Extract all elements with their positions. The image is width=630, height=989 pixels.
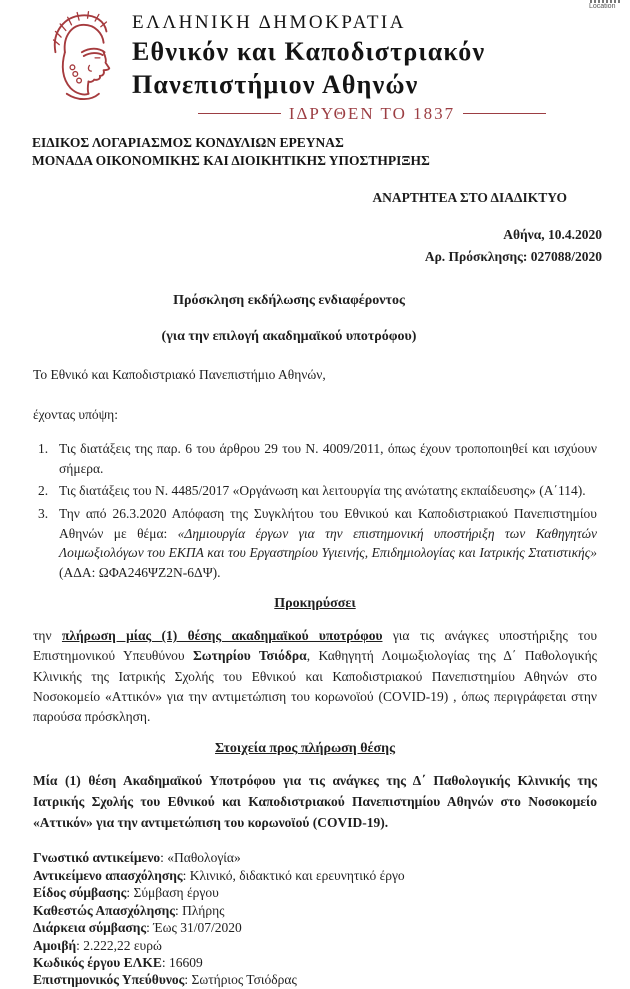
detail-value: Έως 31/07/2020	[153, 920, 242, 936]
protocol-number-line: Αρ. Πρόσκλησης: 027088/2020	[424, 249, 602, 265]
founded-rule-right	[463, 113, 546, 114]
detail-row: Επιστημονικός Υπεύθυνος: Σωτήριος Τσιόδρας	[33, 972, 297, 988]
doc-subtitle: (για την επιλογή ακαδημαϊκού υποτρόφου)	[161, 328, 417, 344]
dept-line-2: ΜΟΝΑΔΑ ΟΙΚΟΝΟΜΙΚΗΣ ΚΑΙ ΔΙΟΙΚΗΤΙΚΗΣ ΥΠΟΣΤΗΡΙΞΗΣ	[32, 153, 430, 168]
place-date-line: Αθήνα, 10.4.2020	[503, 227, 602, 243]
item-number: 3.	[38, 505, 49, 521]
detail-row: Καθεστώς Απασχόλησης: Πλήρης	[33, 902, 225, 918]
decision-subject-italic: «Δημιουργία έργων για την επιστημονική υποστήριξη των Καθηγητών Λοιμωξιολόγων του ΕΚΠΑ και του Εργαστηρίου Υγιεινής, Επιδημιολογίας και Ιατρικής Στατιστικής»	[59, 525, 597, 561]
detail-value: 16609	[169, 955, 203, 971]
legal-item-2	[38, 481, 597, 501]
republic-title: ΕΛΛΗΝΙΚΗ ΔΗΜΟΚΡΑΤΙΑ	[132, 12, 406, 33]
detail-label: Γνωστικό αντικείμενο	[33, 850, 161, 866]
position-phrase-emphasis: πλήρωση μίας (1) θέσης ακαδημαϊκού υποτρόφου	[61, 628, 383, 644]
position-heading: Στοιχεία προς πλήρωση θέσης	[215, 741, 395, 757]
athena-emblem-icon	[46, 8, 114, 104]
announce-paragraph: την πλήρωση μίας (1) θέσης ακαδημαϊκού υποτρόφου για τις ανάγκες υποστήριξης του Επιστημονικού Υπευθύνου Σωτηρίου Τσιόδρα, Καθηγητή Λοιμωξιολογίας της Δ΄ Παθολογικής Κλινικής της Ιατρικής Σχολής του Εθνικού και Καποδιστριακού Πανεπιστημίου Αθηνών στο Νοσοκομείο «Αττικόν» για την αντιμετώπιση του κορωνοϊού (COVID-19) , όπως περιγράφεται στην παρούσα πρόσκληση.	[33, 628, 598, 725]
legal-item-1	[38, 439, 597, 478]
web-posting-label: ΑΝΑΡΤΗΤΕΑ ΣΤΟ ΔΙΑΔΙΚΤΥΟ	[372, 190, 567, 206]
detail-row: Αμοιβή: 2.222,22 ευρώ	[33, 937, 162, 953]
detail-value: 2.222,22 ευρώ	[83, 937, 162, 953]
legal-item-3	[38, 504, 597, 582]
detail-label: Αμοιβή	[33, 937, 77, 953]
detail-value: Κλινικό, διδακτικό και ερευνητικό έργο	[189, 867, 405, 883]
letterhead	[0, 0, 630, 124]
intro-considering-line: έχοντας υπόψη:	[33, 407, 118, 422]
detail-row: Είδος σύμβασης: Σύμβαση έργου	[33, 885, 219, 901]
founded-label: ΙΔΡΥΘΕΝ ΤΟ 1837	[288, 103, 456, 123]
item-text: Τις διατάξεις του Ν. 4485/2017 «Οργάνωση και λειτουργία της ανώτατης εκπαίδευσης» (Α΄114).	[59, 483, 586, 499]
detail-value: Σύμβαση έργου	[133, 885, 219, 901]
detail-label: Αντικείμενο απασχόλησης	[33, 867, 183, 883]
department-block	[0, 124, 630, 170]
date-protocol-block	[0, 224, 602, 269]
dept-line-1: ΕΙΔΙΚΟΣ ΛΟΓΑΡΙΑΣΜΟΣ ΚΟΝΔΥΛΙΩΝ ΕΡΕΥΝΑΣ	[32, 134, 344, 150]
detail-label: Είδος σύμβασης	[33, 885, 127, 901]
detail-value: Πλήρης	[182, 902, 225, 918]
detail-value: Σωτήριος Τσιόδρας	[191, 972, 297, 988]
detail-label: Διάρκεια σύμβασης	[33, 920, 147, 936]
position-summary: Μία (1) θέση Ακαδημαϊκού Υποτρόφου για τις ανάγκες της Δ΄ Παθολογικής Κλινικής της Ιατρικής Σχολής του Εθνικού και Καποδιστριακού Πανεπιστημίου Αθηνών στο Νοσοκομείο «Αττικόν» για την αντιμετώπιση του κορωνοϊού (COVID-19).	[33, 773, 597, 831]
letterhead-text	[132, 8, 546, 124]
screen-corner-overlay	[589, 0, 620, 12]
doc-title: Πρόσκληση εκδήλωσης ενδιαφέροντος	[173, 292, 405, 308]
university-name-line1: Εθνικόν και Καποδιστριακόν	[132, 37, 486, 66]
item-number: 1.	[38, 441, 49, 457]
detail-value: «Παθολογία»	[167, 850, 241, 866]
intro-opening-line: Το Εθνικό και Καποδιστριακό Πανεπιστήμιο Αθηνών,	[33, 366, 326, 382]
founded-rule-left	[198, 113, 281, 114]
detail-row: Γνωστικό αντικείμενο: «Παθολογία»	[33, 850, 241, 866]
detail-row: Διάρκεια σύμβασης: Έως 31/07/2020	[33, 920, 242, 936]
legal-basis-list	[38, 439, 597, 582]
university-name-line2: Πανεπιστήμιον Αθηνών	[132, 69, 419, 99]
detail-row: Αντικείμενο απασχόλησης: Κλινικό, διδακτικό και ερευνητικό έργο	[33, 867, 405, 883]
detail-label: Κωδικός έργου ΕΛΚΕ	[33, 955, 162, 971]
supervisor-name-emphasis: Σωτηρίου Τσιόδρα	[192, 648, 307, 664]
position-details-list	[33, 850, 597, 989]
overlay-location-label: Location	[589, 3, 616, 10]
item-text: Την από 26.3.2020 Απόφαση της Συγκλήτου του Εθνικού και Καποδιστριακού Πανεπιστημίου Αθηνών με θέμα: «Δημιουργία έργων για την επιστημονική υποστήριξη των Καθηγητών Λοιμωξιολόγων του ΕΚΠΑ και του Εργαστηρίου Υγιεινής, Επιδημιολογίας και Ιατρικής Στατιστικής» (ΑΔΑ: ΩΦΑ246ΨΖ2Ν-6ΔΨ).	[59, 505, 597, 580]
detail-label: Επιστημονικός Υπεύθυνος	[33, 972, 185, 988]
item-number: 2.	[38, 483, 49, 499]
detail-row: Κωδικός έργου ΕΛΚΕ: 16609	[33, 955, 203, 971]
announce-heading: Προκηρύσσει	[274, 596, 356, 612]
detail-label: Καθεστώς Απασχόλησης	[33, 902, 175, 918]
founded-banner	[198, 104, 546, 124]
item-text: Τις διατάξεις της παρ. 6 του άρθρου 29 του Ν. 4009/2011, όπως έχουν τροποποιηθεί και ισχύουν σήμερα.	[59, 441, 597, 476]
